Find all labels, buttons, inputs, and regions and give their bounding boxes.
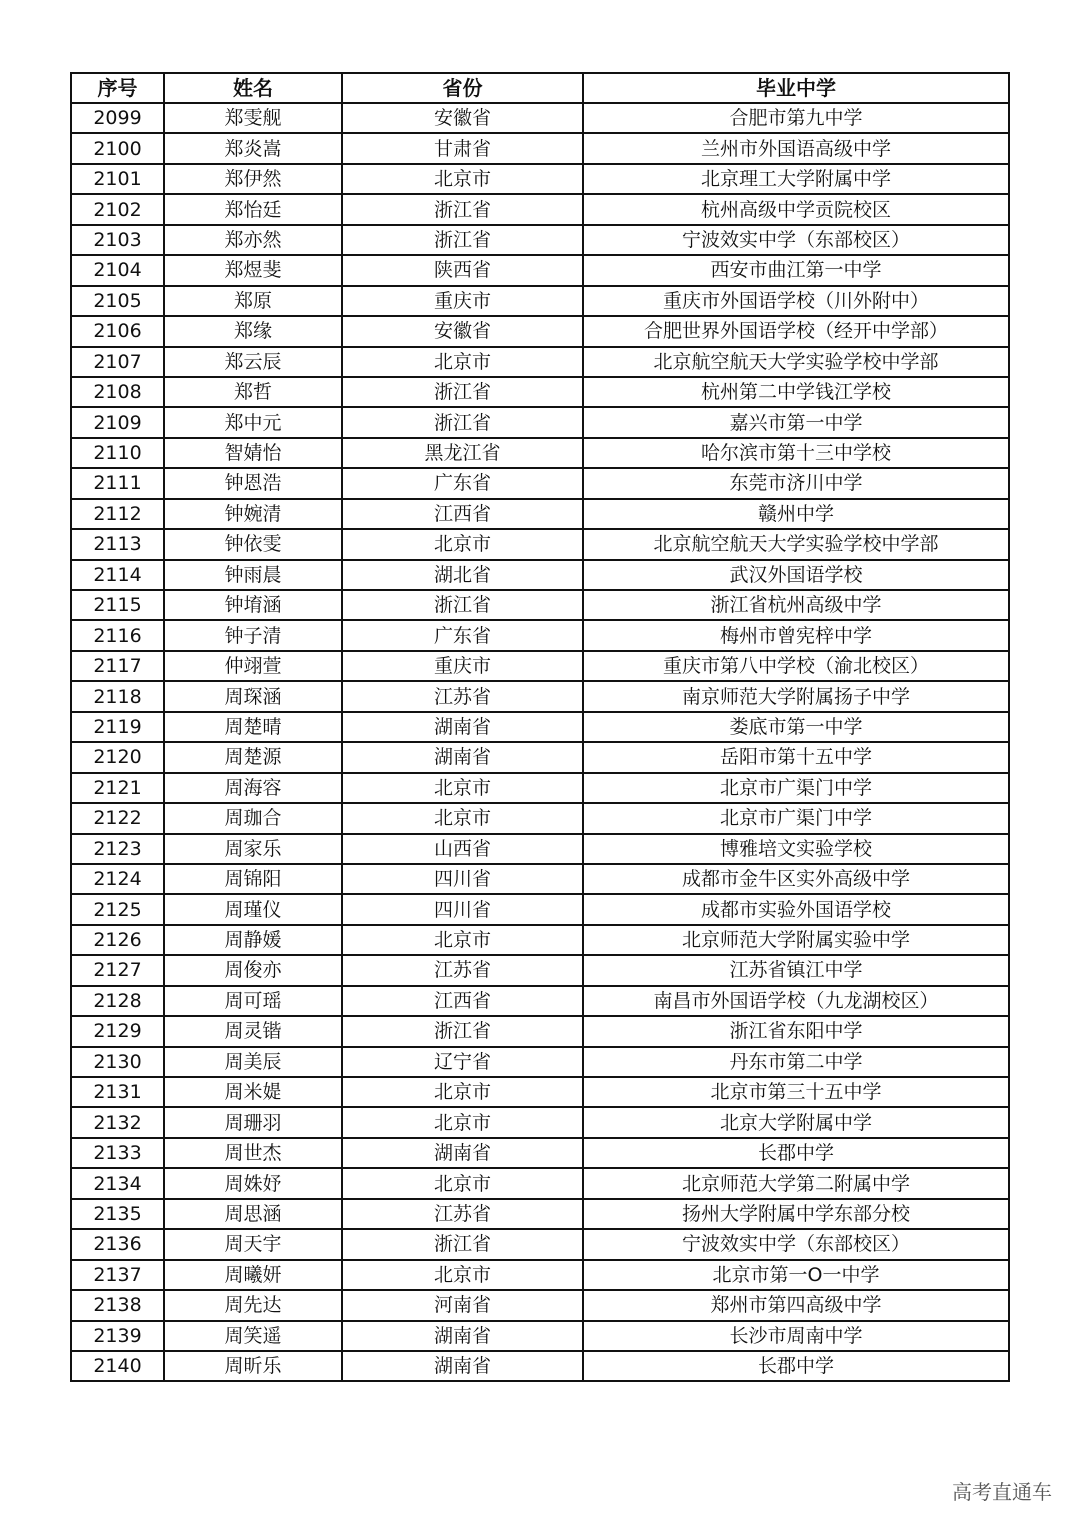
cell-name: 郑怡廷 <box>164 194 342 224</box>
cell-province: 湖北省 <box>342 560 583 590</box>
cell-name: 郑中元 <box>164 407 342 437</box>
cell-province: 浙江省 <box>342 194 583 224</box>
cell-index: 2123 <box>71 834 164 864</box>
cell-name: 郑哲 <box>164 377 342 407</box>
cell-index: 2117 <box>71 651 164 681</box>
cell-school: 北京市第一O一中学 <box>583 1260 1009 1290</box>
cell-province: 北京市 <box>342 347 583 377</box>
cell-province: 北京市 <box>342 803 583 833</box>
header-province: 省份 <box>342 73 583 103</box>
cell-province: 辽宁省 <box>342 1047 583 1077</box>
cell-school: 郑州市第四高级中学 <box>583 1290 1009 1320</box>
cell-school: 博雅培文实验学校 <box>583 834 1009 864</box>
cell-school: 嘉兴市第一中学 <box>583 407 1009 437</box>
cell-index: 2107 <box>71 347 164 377</box>
cell-school: 兰州市外国语高级中学 <box>583 133 1009 163</box>
cell-index: 2139 <box>71 1321 164 1351</box>
cell-school: 重庆市外国语学校（川外附中） <box>583 286 1009 316</box>
admission-list-table <box>70 72 1010 1382</box>
cell-index: 2115 <box>71 590 164 620</box>
cell-name: 周先达 <box>164 1290 342 1320</box>
table-row <box>71 803 1009 833</box>
table-row <box>71 316 1009 346</box>
cell-name: 钟婉清 <box>164 499 342 529</box>
table-header-row <box>71 73 1009 103</box>
cell-province: 北京市 <box>342 773 583 803</box>
cell-school: 北京市广渠门中学 <box>583 773 1009 803</box>
cell-index: 2105 <box>71 286 164 316</box>
cell-index: 2135 <box>71 1199 164 1229</box>
cell-index: 2121 <box>71 773 164 803</box>
cell-province: 江苏省 <box>342 955 583 985</box>
cell-index: 2109 <box>71 407 164 437</box>
table-row <box>71 773 1009 803</box>
cell-name: 钟堉涵 <box>164 590 342 620</box>
cell-index: 2116 <box>71 620 164 650</box>
cell-school: 岳阳市第十五中学 <box>583 742 1009 772</box>
cell-name: 周美辰 <box>164 1047 342 1077</box>
cell-province: 河南省 <box>342 1290 583 1320</box>
cell-school: 北京航空航天大学实验学校中学部 <box>583 347 1009 377</box>
cell-province: 重庆市 <box>342 651 583 681</box>
cell-index: 2119 <box>71 712 164 742</box>
cell-school: 扬州大学附属中学东部分校 <box>583 1199 1009 1229</box>
cell-name: 郑缘 <box>164 316 342 346</box>
cell-name: 周楚源 <box>164 742 342 772</box>
cell-province: 浙江省 <box>342 1016 583 1046</box>
table-row <box>71 347 1009 377</box>
cell-province: 北京市 <box>342 1260 583 1290</box>
cell-province: 北京市 <box>342 164 583 194</box>
cell-name: 周楚晴 <box>164 712 342 742</box>
cell-index: 2099 <box>71 103 164 133</box>
table-row <box>71 651 1009 681</box>
cell-index: 2106 <box>71 316 164 346</box>
table-row <box>71 468 1009 498</box>
cell-name: 仲翊萱 <box>164 651 342 681</box>
cell-province: 山西省 <box>342 834 583 864</box>
cell-province: 黑龙江省 <box>342 438 583 468</box>
cell-index: 2125 <box>71 894 164 924</box>
cell-index: 2138 <box>71 1290 164 1320</box>
cell-school: 浙江省杭州高级中学 <box>583 590 1009 620</box>
cell-province: 北京市 <box>342 1077 583 1107</box>
cell-index: 2100 <box>71 133 164 163</box>
cell-name: 周笑遥 <box>164 1321 342 1351</box>
cell-index: 2130 <box>71 1047 164 1077</box>
cell-province: 湖南省 <box>342 1138 583 1168</box>
cell-index: 2136 <box>71 1229 164 1259</box>
cell-school: 江苏省镇江中学 <box>583 955 1009 985</box>
cell-school: 成都市实验外国语学校 <box>583 894 1009 924</box>
cell-name: 周珈合 <box>164 803 342 833</box>
table-row <box>71 377 1009 407</box>
cell-name: 郑雯舰 <box>164 103 342 133</box>
table-row <box>71 194 1009 224</box>
cell-index: 2128 <box>71 986 164 1016</box>
cell-index: 2127 <box>71 955 164 985</box>
cell-index: 2102 <box>71 194 164 224</box>
cell-index: 2134 <box>71 1168 164 1198</box>
cell-school: 浙江省东阳中学 <box>583 1016 1009 1046</box>
cell-name: 周静媛 <box>164 925 342 955</box>
cell-school: 长沙市周南中学 <box>583 1321 1009 1351</box>
cell-name: 郑煜斐 <box>164 255 342 285</box>
cell-index: 2137 <box>71 1260 164 1290</box>
cell-name: 钟雨晨 <box>164 560 342 590</box>
watermark: 高考直通车 <box>952 1480 1052 1504</box>
cell-index: 2131 <box>71 1077 164 1107</box>
cell-name: 周思涵 <box>164 1199 342 1229</box>
cell-school: 成都市金牛区实外高级中学 <box>583 864 1009 894</box>
cell-name: 郑伊然 <box>164 164 342 194</box>
cell-province: 陕西省 <box>342 255 583 285</box>
cell-school: 梅州市曾宪梓中学 <box>583 620 1009 650</box>
table-row <box>71 225 1009 255</box>
table-row <box>71 1168 1009 1198</box>
cell-name: 周曦妍 <box>164 1260 342 1290</box>
cell-school: 杭州第二中学钱江学校 <box>583 377 1009 407</box>
table-row <box>71 1199 1009 1229</box>
cell-index: 2103 <box>71 225 164 255</box>
table-row <box>71 499 1009 529</box>
cell-province: 安徽省 <box>342 103 583 133</box>
cell-province: 北京市 <box>342 1107 583 1137</box>
cell-index: 2122 <box>71 803 164 833</box>
cell-school: 杭州高级中学贡院校区 <box>583 194 1009 224</box>
cell-index: 2124 <box>71 864 164 894</box>
table-row <box>71 1107 1009 1137</box>
cell-school: 宁波效实中学（东部校区） <box>583 225 1009 255</box>
cell-province: 江西省 <box>342 986 583 1016</box>
table-row <box>71 1260 1009 1290</box>
table-row <box>71 894 1009 924</box>
table-row <box>71 133 1009 163</box>
cell-index: 2112 <box>71 499 164 529</box>
table-row <box>71 742 1009 772</box>
cell-name: 周海容 <box>164 773 342 803</box>
cell-school: 南昌市外国语学校（九龙湖校区） <box>583 986 1009 1016</box>
cell-province: 湖南省 <box>342 1321 583 1351</box>
cell-province: 浙江省 <box>342 1229 583 1259</box>
cell-school: 南京师范大学附属扬子中学 <box>583 681 1009 711</box>
cell-school: 北京市第三十五中学 <box>583 1077 1009 1107</box>
table-row <box>71 407 1009 437</box>
cell-name: 郑炎嵩 <box>164 133 342 163</box>
cell-name: 周昕乐 <box>164 1351 342 1381</box>
cell-index: 2110 <box>71 438 164 468</box>
cell-name: 周世杰 <box>164 1138 342 1168</box>
table-row <box>71 529 1009 559</box>
cell-province: 北京市 <box>342 529 583 559</box>
table-row <box>71 925 1009 955</box>
cell-school: 长郡中学 <box>583 1351 1009 1381</box>
table-row <box>71 590 1009 620</box>
cell-province: 北京市 <box>342 1168 583 1198</box>
cell-school: 合肥市第九中学 <box>583 103 1009 133</box>
cell-province: 四川省 <box>342 894 583 924</box>
table-row <box>71 164 1009 194</box>
cell-index: 2114 <box>71 560 164 590</box>
cell-province: 湖南省 <box>342 712 583 742</box>
cell-name: 周可瑶 <box>164 986 342 1016</box>
cell-index: 2108 <box>71 377 164 407</box>
cell-province: 安徽省 <box>342 316 583 346</box>
cell-name: 钟子清 <box>164 620 342 650</box>
table-row <box>71 1138 1009 1168</box>
cell-index: 2132 <box>71 1107 164 1137</box>
cell-name: 周瑾仪 <box>164 894 342 924</box>
table-row <box>71 681 1009 711</box>
cell-province: 四川省 <box>342 864 583 894</box>
cell-name: 郑原 <box>164 286 342 316</box>
cell-school: 丹东市第二中学 <box>583 1047 1009 1077</box>
table-row <box>71 1077 1009 1107</box>
cell-name: 周天宇 <box>164 1229 342 1259</box>
cell-province: 江西省 <box>342 499 583 529</box>
table-row <box>71 103 1009 133</box>
cell-name: 周琛涵 <box>164 681 342 711</box>
cell-name: 郑云辰 <box>164 347 342 377</box>
table-row <box>71 438 1009 468</box>
cell-index: 2133 <box>71 1138 164 1168</box>
table-row <box>71 1047 1009 1077</box>
cell-province: 江苏省 <box>342 1199 583 1229</box>
header-name: 姓名 <box>164 73 342 103</box>
cell-name: 周姝妤 <box>164 1168 342 1198</box>
cell-index: 2104 <box>71 255 164 285</box>
table-row <box>71 1321 1009 1351</box>
cell-province: 北京市 <box>342 925 583 955</box>
table-row <box>71 620 1009 650</box>
cell-index: 2126 <box>71 925 164 955</box>
cell-province: 广东省 <box>342 620 583 650</box>
cell-name: 周灵锴 <box>164 1016 342 1046</box>
cell-province: 浙江省 <box>342 590 583 620</box>
table-row <box>71 1229 1009 1259</box>
cell-province: 浙江省 <box>342 377 583 407</box>
cell-name: 周米媞 <box>164 1077 342 1107</box>
cell-index: 2120 <box>71 742 164 772</box>
table-row <box>71 955 1009 985</box>
cell-name: 钟恩浩 <box>164 468 342 498</box>
cell-school: 赣州中学 <box>583 499 1009 529</box>
cell-index: 2140 <box>71 1351 164 1381</box>
cell-school: 北京师范大学附属实验中学 <box>583 925 1009 955</box>
header-school: 毕业中学 <box>583 73 1009 103</box>
table-row <box>71 286 1009 316</box>
cell-school: 北京航空航天大学实验学校中学部 <box>583 529 1009 559</box>
cell-index: 2111 <box>71 468 164 498</box>
cell-province: 湖南省 <box>342 742 583 772</box>
cell-province: 江苏省 <box>342 681 583 711</box>
table-row <box>71 255 1009 285</box>
cell-index: 2129 <box>71 1016 164 1046</box>
table-row <box>71 712 1009 742</box>
cell-school: 合肥世界外国语学校（经开中学部） <box>583 316 1009 346</box>
cell-province: 湖南省 <box>342 1351 583 1381</box>
table-row <box>71 1290 1009 1320</box>
cell-name: 周珊羽 <box>164 1107 342 1137</box>
cell-province: 甘肃省 <box>342 133 583 163</box>
cell-school: 哈尔滨市第十三中学校 <box>583 438 1009 468</box>
cell-school: 重庆市第八中学校（渝北校区） <box>583 651 1009 681</box>
cell-index: 2101 <box>71 164 164 194</box>
cell-school: 东莞市济川中学 <box>583 468 1009 498</box>
cell-index: 2118 <box>71 681 164 711</box>
cell-school: 长郡中学 <box>583 1138 1009 1168</box>
cell-school: 北京市广渠门中学 <box>583 803 1009 833</box>
cell-name: 郑亦然 <box>164 225 342 255</box>
cell-name: 周锦阳 <box>164 864 342 894</box>
cell-province: 重庆市 <box>342 286 583 316</box>
cell-school: 北京师范大学第二附属中学 <box>583 1168 1009 1198</box>
table-row <box>71 986 1009 1016</box>
cell-school: 北京大学附属中学 <box>583 1107 1009 1137</box>
cell-school: 武汉外国语学校 <box>583 560 1009 590</box>
cell-name: 周俊亦 <box>164 955 342 985</box>
cell-province: 浙江省 <box>342 407 583 437</box>
cell-name: 智婧怡 <box>164 438 342 468</box>
cell-school: 娄底市第一中学 <box>583 712 1009 742</box>
cell-province: 浙江省 <box>342 225 583 255</box>
table-row <box>71 1016 1009 1046</box>
cell-name: 周家乐 <box>164 834 342 864</box>
cell-name: 钟依雯 <box>164 529 342 559</box>
cell-index: 2113 <box>71 529 164 559</box>
cell-school: 北京理工大学附属中学 <box>583 164 1009 194</box>
table-row <box>71 560 1009 590</box>
cell-school: 宁波效实中学（东部校区） <box>583 1229 1009 1259</box>
cell-school: 西安市曲江第一中学 <box>583 255 1009 285</box>
cell-province: 广东省 <box>342 468 583 498</box>
header-index: 序号 <box>71 73 164 103</box>
table-row <box>71 864 1009 894</box>
table-row <box>71 834 1009 864</box>
table-row <box>71 1351 1009 1381</box>
